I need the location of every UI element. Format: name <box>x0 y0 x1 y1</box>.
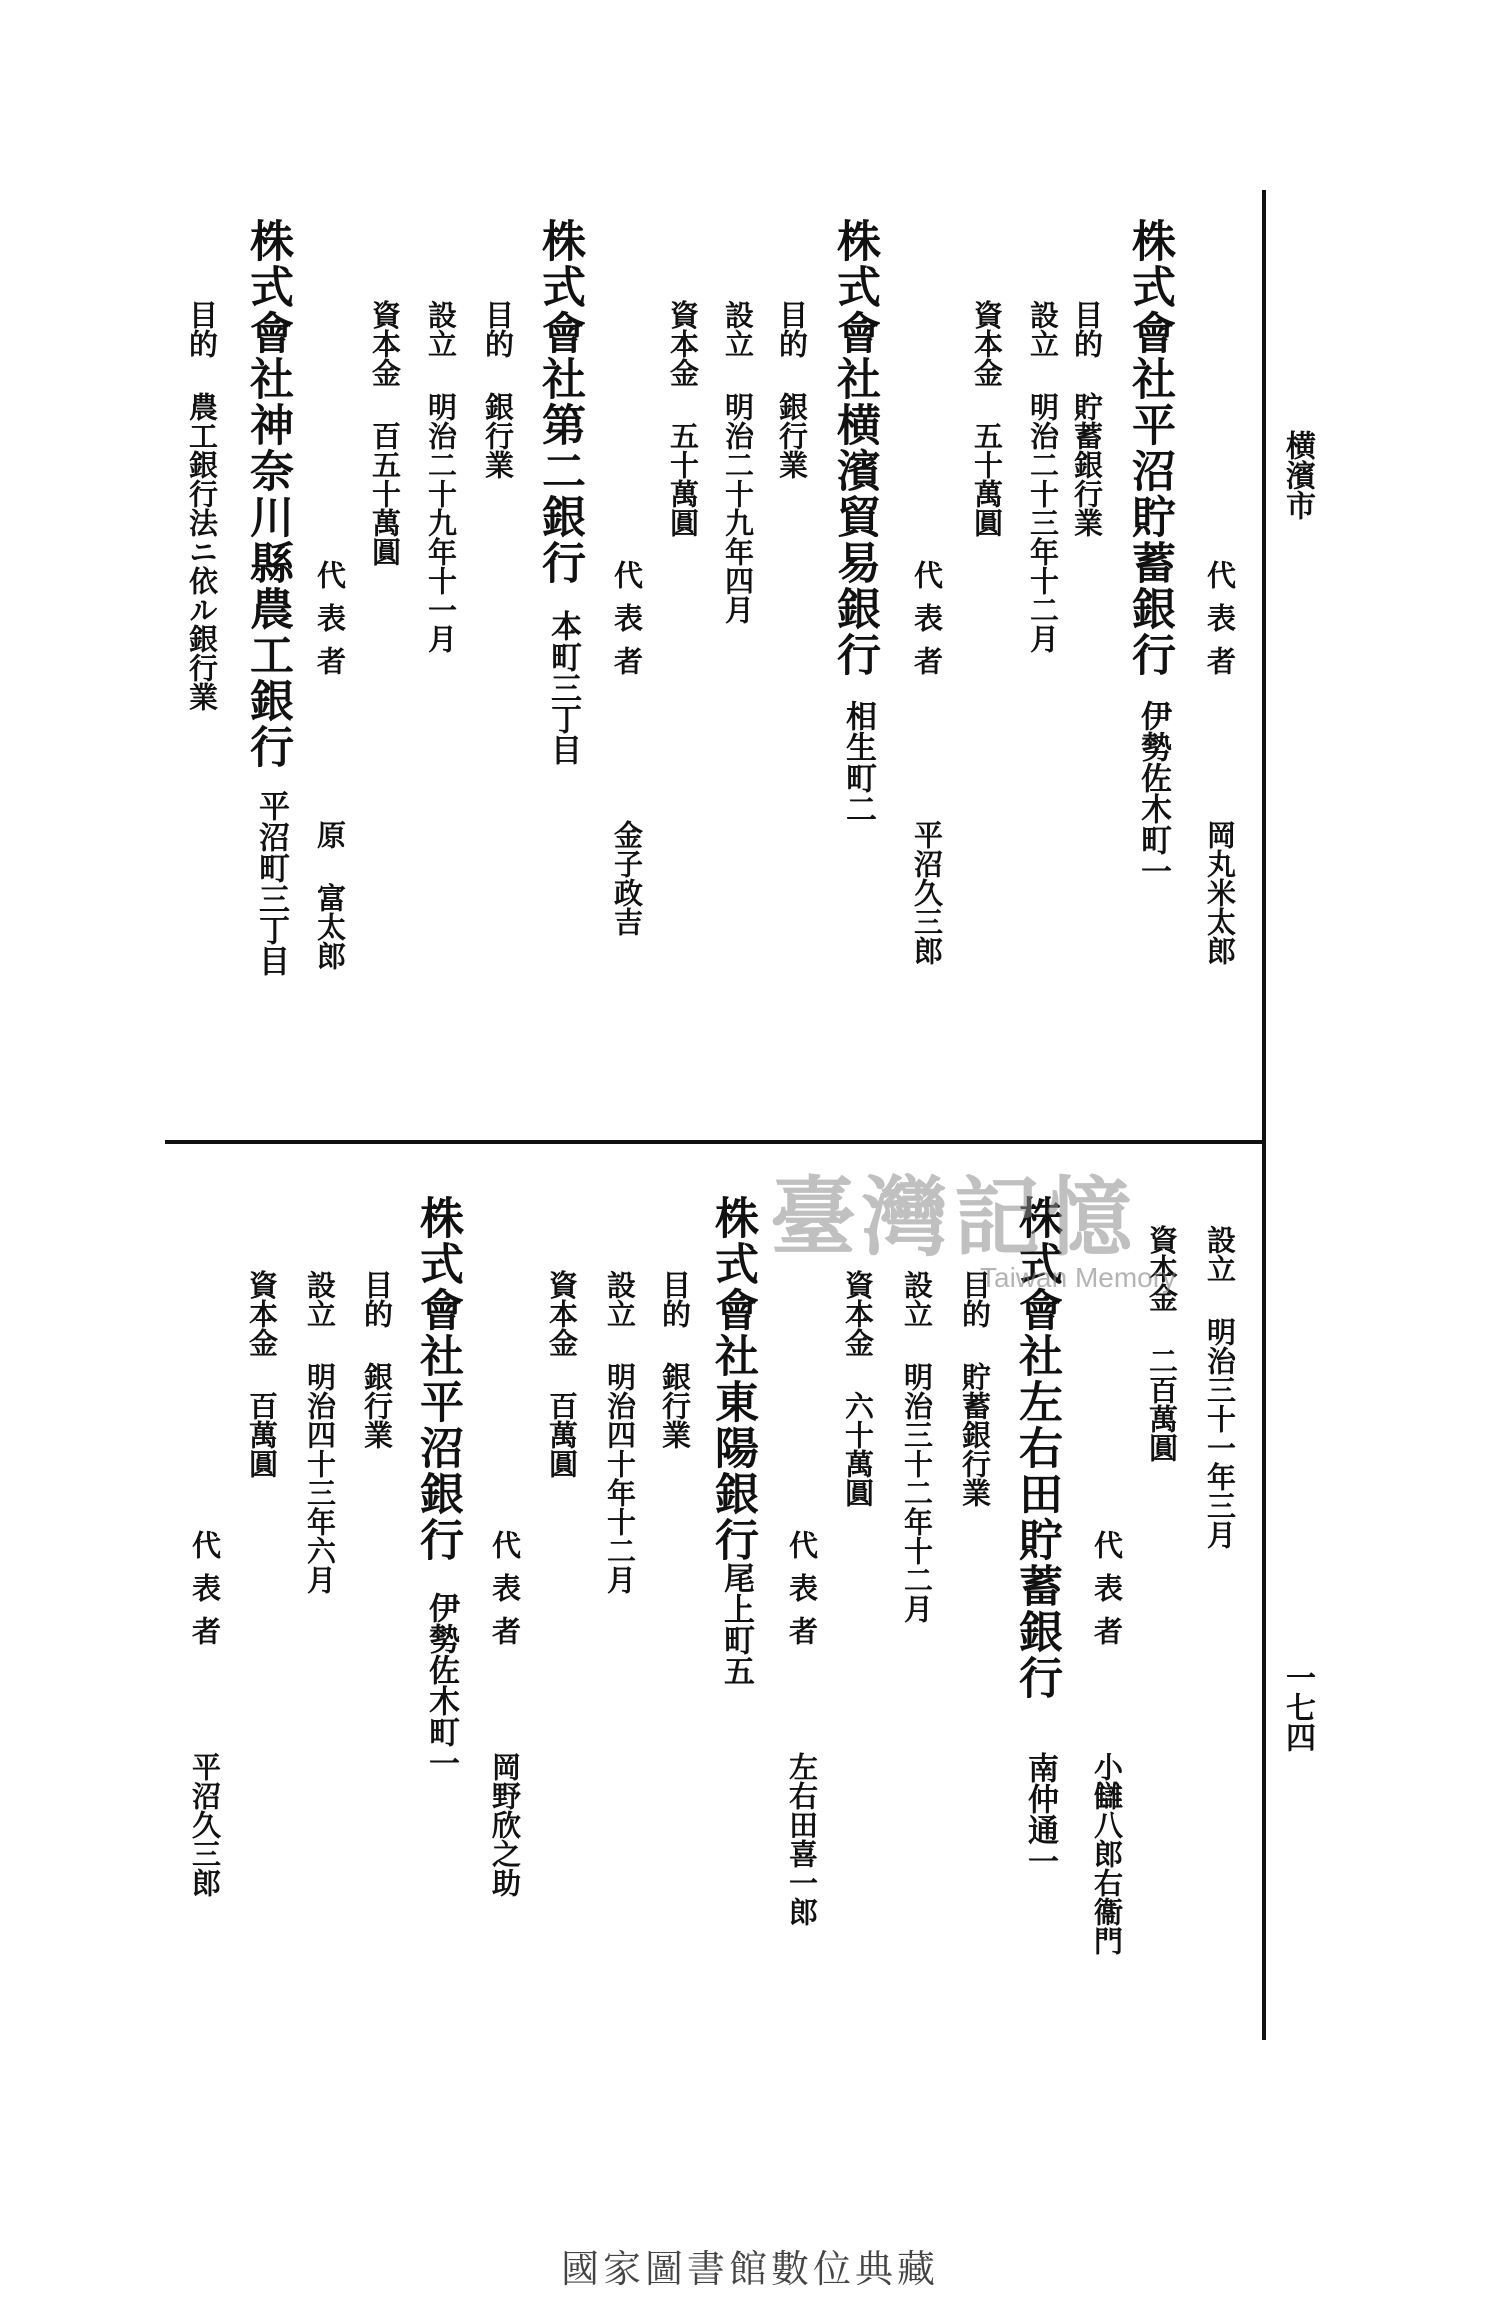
c3-rep-name: 原 富太郎 <box>313 820 347 970</box>
prev-established: 設立 明治三十一年三月 <box>1203 1225 1237 1549</box>
c2-capital: 資本金 五十萬圓 <box>666 300 700 537</box>
watermark-logo: 臺灣記憶 <box>770 1167 1138 1268</box>
c1-rep-name: 岡丸米太郎 <box>1203 820 1237 965</box>
c2-purpose: 目的 銀行業 <box>775 300 809 479</box>
c3-purpose: 目的 銀行業 <box>481 300 515 479</box>
l1-capital: 資本金 六十萬圓 <box>841 1270 875 1507</box>
l3-established: 設立 明治四十三年六月 <box>303 1270 337 1594</box>
l1-established: 設立 明治三十二年十二月 <box>900 1270 934 1623</box>
right-margin-rule <box>1262 190 1266 2040</box>
l1-rep-name: 左右田喜一郎 <box>785 1752 819 1926</box>
l1-purpose: 目的 貯蓄銀行業 <box>958 1270 992 1507</box>
l3-purpose: 目的 銀行業 <box>360 1270 394 1449</box>
running-header-city: 横濱市 <box>1280 430 1315 520</box>
c2-address: 相生町二 <box>840 700 876 824</box>
l3-capital: 資本金 百萬圓 <box>245 1270 279 1478</box>
c1-established: 設立 明治二十三年十二月 <box>1026 300 1060 653</box>
l2-established: 設立 明治四十年十二月 <box>603 1270 637 1594</box>
l3-rep-name: 平沼久三郎 <box>188 1752 222 1897</box>
c4-company-name: 株式會社神奈川縣農工銀行 <box>242 218 293 770</box>
c1-rep-label: 代表者 <box>1203 560 1237 689</box>
l2-rep-label: 代表者 <box>488 1530 522 1659</box>
c2-company-name: 株式會社横濱貿易銀行 <box>829 218 880 678</box>
prev-capital: 資本金 二百萬圓 <box>1145 1225 1179 1462</box>
l1-address: 南仲通一 <box>1022 1752 1058 1876</box>
l3-company-name: 株式會社平沼銀行 <box>412 1195 463 1563</box>
c4-address: 平沼町三丁目 <box>253 790 289 976</box>
c1-company-name: 株式會社平沼貯蓄銀行 <box>1124 218 1175 678</box>
c2-rep-label: 代表者 <box>610 560 644 689</box>
c2-rep-name: 金子政吉 <box>610 820 644 936</box>
l2-capital: 資本金 百萬圓 <box>545 1270 579 1478</box>
l2-rep-name: 岡野欣之助 <box>488 1752 522 1897</box>
c2-established: 設立 明治二十九年四月 <box>721 300 755 624</box>
watermark-subtitle: Taiwan Memory <box>980 1262 1177 1293</box>
l1-company-name: 株式會社左右田貯蓄銀行 <box>1011 1195 1062 1701</box>
c3-capital: 資本金 百五十萬圓 <box>368 300 402 566</box>
c1-capital: 資本金 五十萬圓 <box>970 300 1004 537</box>
page-number: 一七四 <box>1280 1662 1315 1752</box>
prev-rep-name: 小讎八郎右衞門 <box>1090 1752 1124 1955</box>
l3-address: 伊勢佐木町一 <box>423 1592 459 1778</box>
c1-address: 伊勢佐木町一 <box>1135 700 1171 886</box>
l3-rep-label: 代表者 <box>188 1530 222 1659</box>
middle-divider <box>165 1140 1264 1144</box>
l2-address: 尾上町五 <box>718 1562 754 1686</box>
c1-rep2-label: 代表者 <box>910 560 944 689</box>
library-footer: 國家圖書館數位典藏 <box>560 2247 939 2291</box>
l2-company-name: 株式會社東陽銀行 <box>707 1195 758 1563</box>
prev-rep-label: 代表者 <box>1090 1530 1124 1659</box>
c4-purpose: 目的 農工銀行法ニ依ル銀行業 <box>185 300 219 711</box>
c3-established: 設立 明治二十九年十一月 <box>424 300 458 653</box>
c3-rep-label: 代表者 <box>313 560 347 689</box>
l1-rep-label: 代表者 <box>785 1530 819 1659</box>
l2-purpose: 目的 銀行業 <box>658 1270 692 1449</box>
c1-purpose: 目的 貯蓄銀行業 <box>1070 300 1104 537</box>
c1-rep2-name: 平沼久三郎 <box>910 820 944 965</box>
c3-company-name: 株式會社第二銀行 <box>534 218 585 586</box>
c3-address: 本町三丁目 <box>545 610 581 765</box>
